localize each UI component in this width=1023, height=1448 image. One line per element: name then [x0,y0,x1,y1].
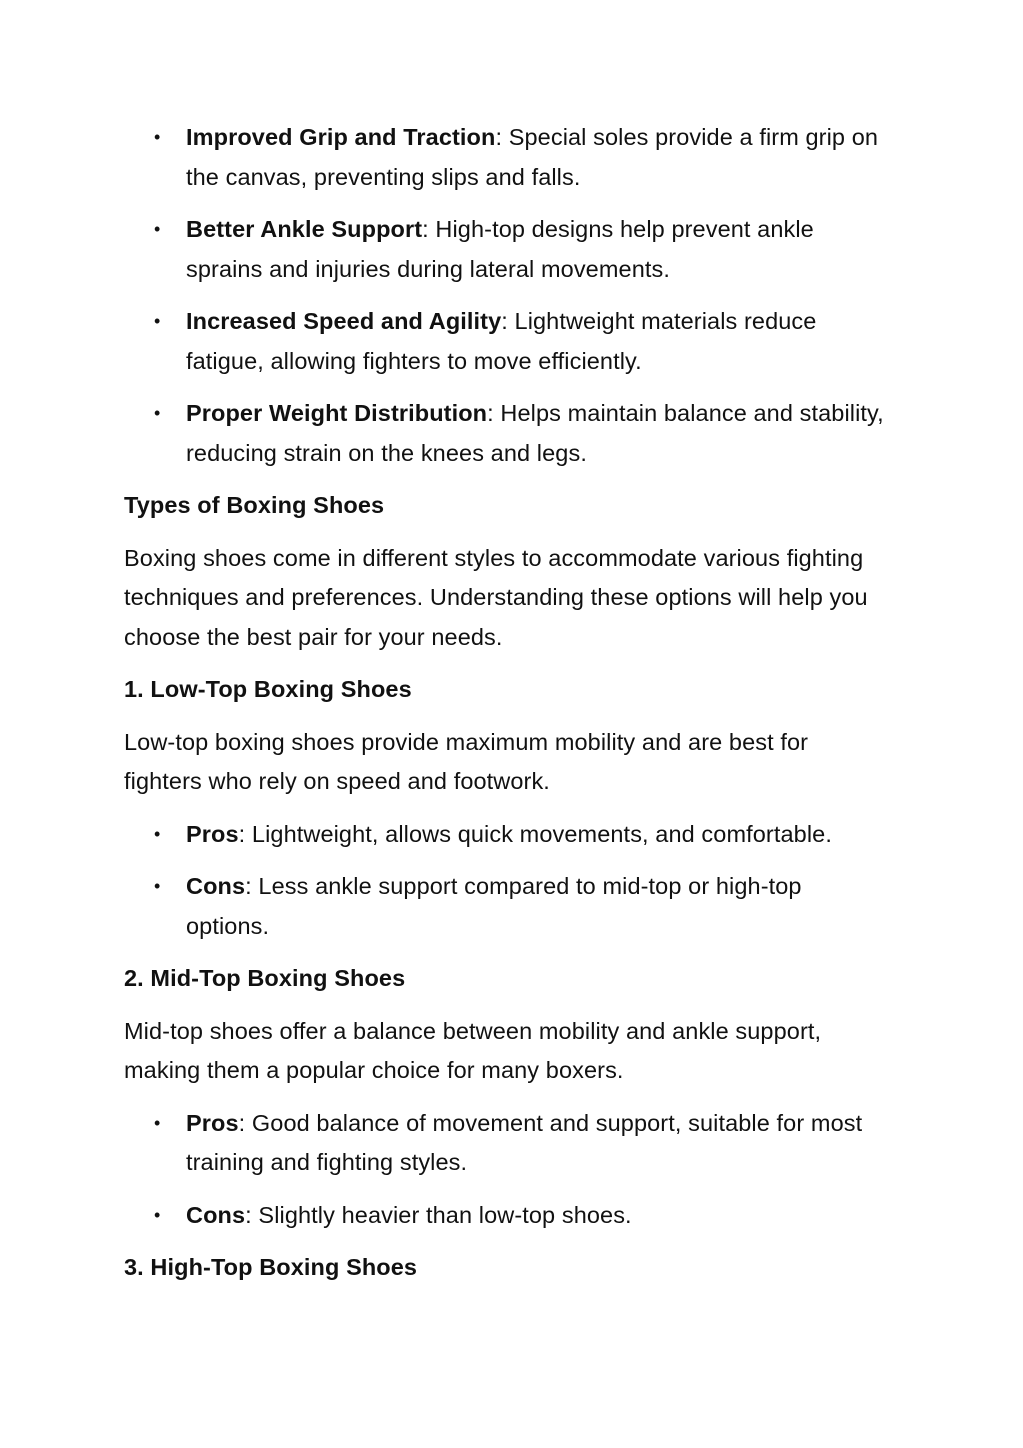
bullet-icon: • [154,219,161,239]
list-item [124,867,884,946]
pros-text: : Good balance of movement and support, suitable for most training and fighting styles. [186,1109,863,1175]
list-item-term: Proper Weight Distribution [186,400,488,426]
list-item-text: : High-top designs help prevent ankle sprains and injuries during lateral movements. [186,216,814,282]
pros-label: Pros [186,820,239,847]
list-item-text: : Lightweight materials reduce fatigue, allowing fighters to move efficiently. [186,308,817,374]
types-intro: Boxing shoes come in different styles to accommodate various fighting techniques and preferences. Understanding these options will help you choose the best pair for your needs. [124,544,868,650]
list-item [124,118,884,197]
bullet-icon: • [154,127,161,147]
cons-text: : Less ankle support compared to mid-top or high-top options. [186,873,802,939]
list-item-term: Better Ankle Support [186,216,423,242]
low-top-list [124,815,884,947]
list-item-term: Increased Speed and Agility [186,308,502,334]
mid-top-list [124,1104,884,1236]
list-item [124,302,884,381]
pros-text: : Lightweight, allows quick movements, and comfortable. [238,820,832,847]
mid-top-heading: 2. Mid-Top Boxing Shoes [124,965,406,991]
list-item [124,394,884,473]
list-item-text: : Helps maintain balance and stability, reducing strain on the knees and legs. [186,400,884,466]
bullet-icon: • [154,1204,161,1225]
list-item [124,1196,884,1236]
low-top-heading: 1. Low-Top Boxing Shoes [124,676,412,702]
cons-label: Cons [186,1201,246,1228]
bullet-icon: • [154,1112,161,1133]
bullet-icon: • [154,876,161,896]
document-page [124,118,884,1301]
bullet-icon: • [154,311,161,331]
types-heading: Types of Boxing Shoes [124,492,385,518]
list-item [124,1104,884,1183]
low-top-intro: Low-top boxing shoes provide maximum mobility and are best for fighters who rely on speed and footwork. [124,728,809,794]
list-item [124,210,884,289]
pros-label: Pros [186,1109,239,1136]
bullet-icon: • [154,403,161,423]
benefits-list [124,118,884,473]
list-item-term: Improved Grip and Traction [186,124,496,150]
cons-text: : Slightly heavier than low-top shoes. [245,1201,632,1228]
bullet-icon: • [154,823,161,844]
list-item [124,815,884,855]
cons-label: Cons [186,873,246,899]
high-top-heading: 3. High-Top Boxing Shoes [124,1254,418,1280]
list-item-text: : Special soles provide a firm grip on the canvas, preventing slips and falls. [186,124,879,190]
mid-top-intro: Mid-top shoes offer a balance between mobility and ankle support, making them a popular choice for many boxers. [124,1017,822,1083]
